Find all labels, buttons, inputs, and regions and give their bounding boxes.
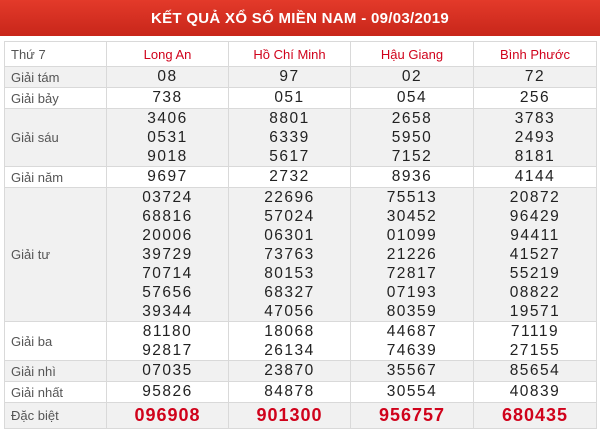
prize-cell xyxy=(229,109,351,167)
prize-cell xyxy=(229,188,351,322)
prize-label: Giải năm xyxy=(5,167,107,188)
prize-label: Giải ba xyxy=(5,322,107,361)
prize-number: 4144 xyxy=(514,168,556,185)
results-title: KẾT QUẢ XỔ SỐ MIỀN NAM - 09/03/2019 xyxy=(0,0,600,36)
prize-cell xyxy=(474,109,597,167)
special-prize-number: 680435 xyxy=(474,403,597,429)
prize-cell xyxy=(351,109,474,167)
results-table xyxy=(4,41,597,429)
prize-number: 2493 xyxy=(514,129,556,146)
prize-number: 2658 xyxy=(391,110,433,127)
province-header: Bình Phước xyxy=(474,42,597,67)
prize-row xyxy=(5,109,597,167)
prize-label: Giải nhì xyxy=(5,361,107,382)
prize-cell xyxy=(351,88,474,109)
prize-row xyxy=(5,188,597,322)
prize-number: 22696 xyxy=(264,189,315,206)
prize-number: 68327 xyxy=(264,284,315,301)
prize-number: 23870 xyxy=(264,362,315,379)
prize-number: 71119 xyxy=(510,323,560,340)
prize-cell xyxy=(107,382,229,403)
prize-number: 08822 xyxy=(509,284,561,301)
prize-cell xyxy=(107,88,229,109)
prize-number: 9018 xyxy=(147,148,188,165)
prize-row xyxy=(5,167,597,188)
prize-label: Giải tư xyxy=(5,188,107,322)
prize-cell xyxy=(107,109,229,167)
prize-row xyxy=(5,322,597,361)
prize-number: 94411 xyxy=(510,227,560,244)
prize-number: 8801 xyxy=(269,110,310,127)
prize-label: Giải tám xyxy=(5,67,107,88)
prize-number: 74639 xyxy=(386,342,438,359)
prize-number: 01099 xyxy=(386,227,438,244)
prize-number: 0531 xyxy=(147,129,188,146)
prize-number: 2732 xyxy=(269,168,310,185)
prize-number: 30554 xyxy=(386,383,438,400)
province-header: Hồ Chí Minh xyxy=(229,42,351,67)
prize-cell xyxy=(107,322,229,361)
prize-cell xyxy=(107,167,229,188)
prize-cell xyxy=(107,361,229,382)
prize-row xyxy=(5,382,597,403)
prize-cell xyxy=(351,361,474,382)
prize-number: 81180 xyxy=(142,323,193,340)
prize-number: 40839 xyxy=(509,383,561,400)
prize-number: 39344 xyxy=(142,303,193,320)
prize-number: 92817 xyxy=(142,342,193,359)
prize-cell xyxy=(474,167,597,188)
prize-number: 96429 xyxy=(509,208,561,225)
prize-number: 21226 xyxy=(386,246,438,263)
prize-number: 054 xyxy=(396,89,428,106)
prize-number: 03724 xyxy=(142,189,193,206)
prize-label: Đặc biệt xyxy=(5,403,107,429)
special-prize-number: 956757 xyxy=(351,403,474,429)
special-prize-number: 096908 xyxy=(107,403,229,429)
prize-label: Giải sáu xyxy=(5,109,107,167)
province-header: Hậu Giang xyxy=(351,42,474,67)
prize-number: 75513 xyxy=(386,189,438,206)
prize-number: 30452 xyxy=(386,208,438,225)
prize-number: 02 xyxy=(401,68,423,85)
prize-row xyxy=(5,361,597,382)
prize-row xyxy=(5,88,597,109)
prize-number: 73763 xyxy=(264,246,315,263)
prize-cell xyxy=(351,322,474,361)
prize-cell xyxy=(351,188,474,322)
prize-cell xyxy=(229,322,351,361)
prize-row xyxy=(5,403,597,429)
prize-number: 80359 xyxy=(386,303,438,320)
prize-number: 84878 xyxy=(264,383,315,400)
prize-cell xyxy=(229,167,351,188)
prize-number: 27155 xyxy=(509,342,561,359)
prize-number: 47056 xyxy=(264,303,315,320)
prize-number: 55219 xyxy=(509,265,561,282)
prize-number: 08 xyxy=(157,68,178,85)
prize-number: 7152 xyxy=(391,148,433,165)
prize-number: 57024 xyxy=(264,208,315,225)
prize-cell xyxy=(474,67,597,88)
prize-number: 97 xyxy=(279,68,300,85)
prize-cell xyxy=(474,382,597,403)
prize-cell xyxy=(351,167,474,188)
prize-number: 19571 xyxy=(509,303,561,320)
prize-number: 051 xyxy=(274,89,305,106)
prize-number: 07035 xyxy=(142,362,193,379)
prize-number: 68816 xyxy=(142,208,193,225)
prize-cell xyxy=(351,382,474,403)
prize-number: 85654 xyxy=(509,362,561,379)
prize-number: 06301 xyxy=(264,227,315,244)
prize-number: 26134 xyxy=(264,342,315,359)
prize-number: 6339 xyxy=(269,129,310,146)
province-header: Long An xyxy=(107,42,229,67)
prize-number: 256 xyxy=(519,89,551,106)
prize-number: 738 xyxy=(152,89,183,106)
prize-number: 80153 xyxy=(264,265,315,282)
prize-number: 5617 xyxy=(269,148,310,165)
prize-number: 3783 xyxy=(514,110,556,127)
table-header-row xyxy=(5,42,597,67)
prize-label: Giải nhất xyxy=(5,382,107,403)
prize-cell xyxy=(474,188,597,322)
prize-number: 9697 xyxy=(147,168,188,185)
prize-cell xyxy=(229,382,351,403)
prize-number: 5950 xyxy=(391,129,433,146)
prize-cell xyxy=(229,88,351,109)
prize-number: 95826 xyxy=(142,383,193,400)
prize-cell xyxy=(229,67,351,88)
prize-number: 07193 xyxy=(386,284,438,301)
special-prize-number: 901300 xyxy=(229,403,351,429)
prize-number: 39729 xyxy=(142,246,193,263)
prize-number: 8936 xyxy=(391,168,433,185)
prize-row xyxy=(5,67,597,88)
prize-cell xyxy=(474,88,597,109)
prize-number: 3406 xyxy=(147,110,188,127)
prize-number: 18068 xyxy=(264,323,315,340)
prize-cell xyxy=(107,188,229,322)
prize-number: 35567 xyxy=(386,362,438,379)
prize-number: 72 xyxy=(524,68,546,85)
prize-label: Giải bảy xyxy=(5,88,107,109)
prize-number: 57656 xyxy=(142,284,193,301)
prize-cell xyxy=(229,361,351,382)
prize-number: 8181 xyxy=(514,148,556,165)
prize-number: 41527 xyxy=(509,246,561,263)
prize-cell xyxy=(474,322,597,361)
prize-cell xyxy=(474,361,597,382)
prize-number: 70714 xyxy=(142,265,193,282)
prize-number: 20006 xyxy=(142,227,193,244)
prize-cell xyxy=(107,67,229,88)
day-label: Thứ 7 xyxy=(5,42,107,67)
prize-cell xyxy=(351,67,474,88)
prize-number: 72817 xyxy=(386,265,438,282)
prize-number: 44687 xyxy=(386,323,438,340)
prize-number: 20872 xyxy=(509,189,561,206)
